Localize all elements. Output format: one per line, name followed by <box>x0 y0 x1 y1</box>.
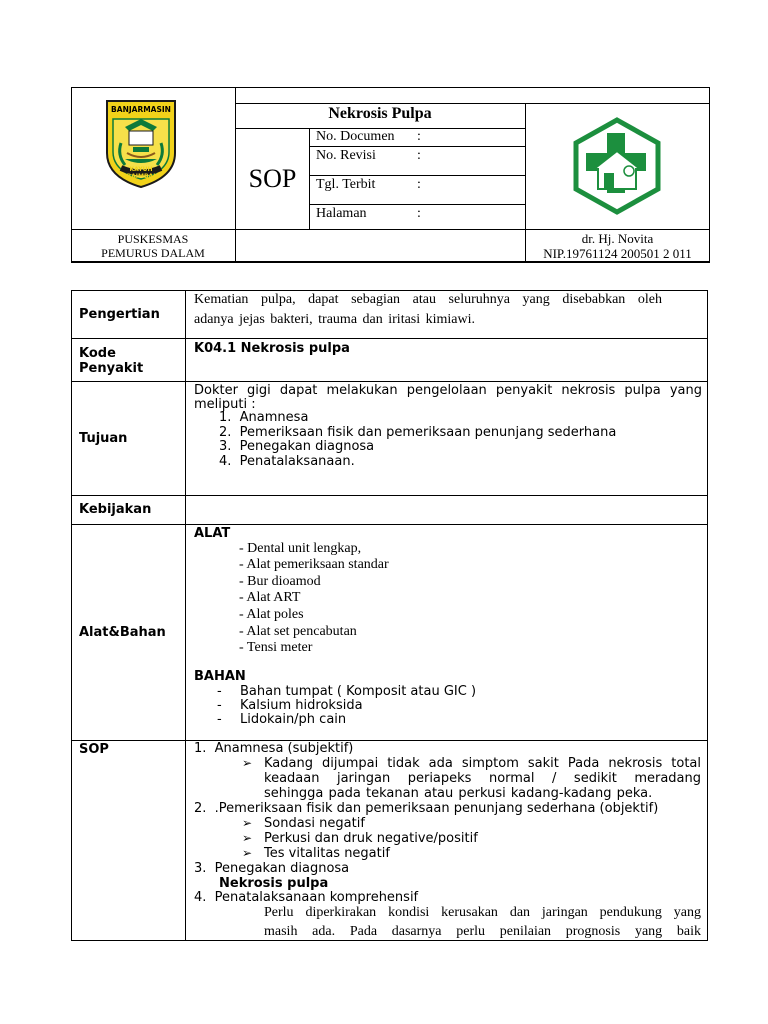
meta-revision-label: No. Revisi <box>316 148 376 163</box>
tujuan-item-3: 3. Penegakan diagnosa <box>219 439 375 454</box>
alat-item-7: - Tensi meter <box>239 640 313 655</box>
sop-step-4-line1: Perlu diperkirakan kondisi kerusakan dan jaringan pendukung yang <box>264 905 701 920</box>
label-kebijakan: Kebijakan <box>79 502 152 517</box>
sop-label: SOP <box>248 164 297 193</box>
banjarmasin-logo-icon <box>103 97 179 189</box>
alat-heading: ALAT <box>194 526 231 541</box>
kode-penyakit-value: K04.1 Nekrosis pulpa <box>194 341 350 356</box>
document-title: Nekrosis Pulpa <box>328 105 432 122</box>
alat-item-6: - Alat set pencabutan <box>239 624 357 639</box>
pengertian-text-line2: adanya jejas bakteri, trauma dan iritasi kimiawi. <box>194 312 476 327</box>
label-tujuan: Tujuan <box>79 431 128 446</box>
alat-item-3: - Bur dioamod <box>239 574 321 589</box>
meta-issue-date-label: Tgl. Terbit <box>316 177 376 192</box>
label-kode: Kode <box>79 346 116 361</box>
label-alat-bahan: Alat&Bahan <box>79 625 166 640</box>
tujuan-item-1: 1. Anamnesa <box>219 410 309 425</box>
meta-revision-colon: : <box>417 148 421 163</box>
bahan-dash-2: - <box>217 698 222 713</box>
sop-step-1: 1. Anamnesa (subjektif) <box>194 741 354 756</box>
puskesmas-logo-icon <box>572 117 662 215</box>
meta-page-colon: : <box>417 206 421 221</box>
sop-step-4: 4. Penatalaksanaan komprehensif <box>194 890 419 905</box>
sop-step-3-diagnosis: Nekrosis pulpa <box>219 876 329 891</box>
arrow-bullet-icon: ➢ <box>242 756 253 770</box>
meta-issue-date-colon: : <box>417 177 421 192</box>
sop-step-4-line2: masih ada. Pada dasarnya perlu penilaian prognosis yang baik <box>264 924 701 939</box>
pengertian-text-line1: Kematian pulpa, dapat sebagian atau seluruhnya yang disebabkan oleh <box>194 292 662 307</box>
tujuan-intro-line2: meliputi : <box>194 397 256 412</box>
label-pengertian: Pengertian <box>79 307 160 322</box>
arrow-bullet-icon: ➢ <box>242 816 253 830</box>
org-name-line1: PUSKESMAS <box>117 232 189 246</box>
sop-step-1-bullet-line3: sehingga pada tekanan atau perkusi kadang-kadang peka. <box>264 786 653 801</box>
bahan-item-1: Bahan tumpat ( Komposit atau GIC ) <box>240 684 477 699</box>
bahan-heading: BAHAN <box>194 669 246 684</box>
bahan-dash-1: - <box>217 684 222 699</box>
label-penyakit: Penyakit <box>79 361 144 376</box>
logo-text-top: BANJARMASIN <box>111 105 171 114</box>
tujuan-item-4: 4. Penatalaksanaan. <box>219 454 355 469</box>
alat-item-5: - Alat poles <box>239 607 304 622</box>
sop-step-2-bullet-1: Sondasi negatif <box>264 816 365 831</box>
meta-doc-number-label: No. Documen <box>316 129 395 144</box>
signer-nip: NIP.19761124 200501 2 011 <box>543 246 692 261</box>
logo-text-bottom: KAYUH BAIMBAI <box>126 166 156 180</box>
sop-step-1-bullet-line2: keadaan jaringan periapeks normal / sedikit meradang <box>264 771 701 786</box>
alat-item-2: - Alat pemeriksaan standar <box>239 557 389 572</box>
sop-step-2-bullet-2: Perkusi dan druk negative/positif <box>264 831 478 846</box>
bahan-item-2: Kalsium hidroksida <box>240 698 363 713</box>
bahan-dash-3: - <box>217 712 222 727</box>
meta-doc-number-colon: : <box>417 129 421 144</box>
alat-item-4: - Alat ART <box>239 590 301 605</box>
bahan-item-3: Lidokain/ph cain <box>240 712 347 727</box>
arrow-bullet-icon: ➢ <box>242 846 253 860</box>
sop-step-2: 2. .Pemeriksaan fisik dan pemeriksaan penunjang sederhana (objektif) <box>194 801 659 816</box>
sop-step-2-bullet-3: Tes vitalitas negatif <box>264 846 390 861</box>
alat-item-1: - Dental unit lengkap, <box>239 541 362 556</box>
tujuan-intro-line1: Dokter gigi dapat melakukan pengelolaan penyakit nekrosis pulpa yang <box>194 383 702 398</box>
org-name-line2: PEMURUS DALAM <box>101 246 205 260</box>
sop-step-3: 3. Penegakan diagnosa <box>194 861 350 876</box>
label-sop: SOP <box>79 742 109 757</box>
meta-page-label: Halaman <box>316 206 367 221</box>
arrow-bullet-icon: ➢ <box>242 831 253 845</box>
tujuan-item-2: 2. Pemeriksaan fisik dan pemeriksaan penunjang sederhana <box>219 425 617 440</box>
sop-step-1-bullet-line1: Kadang dijumpai tidak ada simptom sakit Pada nekrosis total <box>264 756 701 771</box>
signer-name: dr. Hj. Novita <box>581 231 654 246</box>
